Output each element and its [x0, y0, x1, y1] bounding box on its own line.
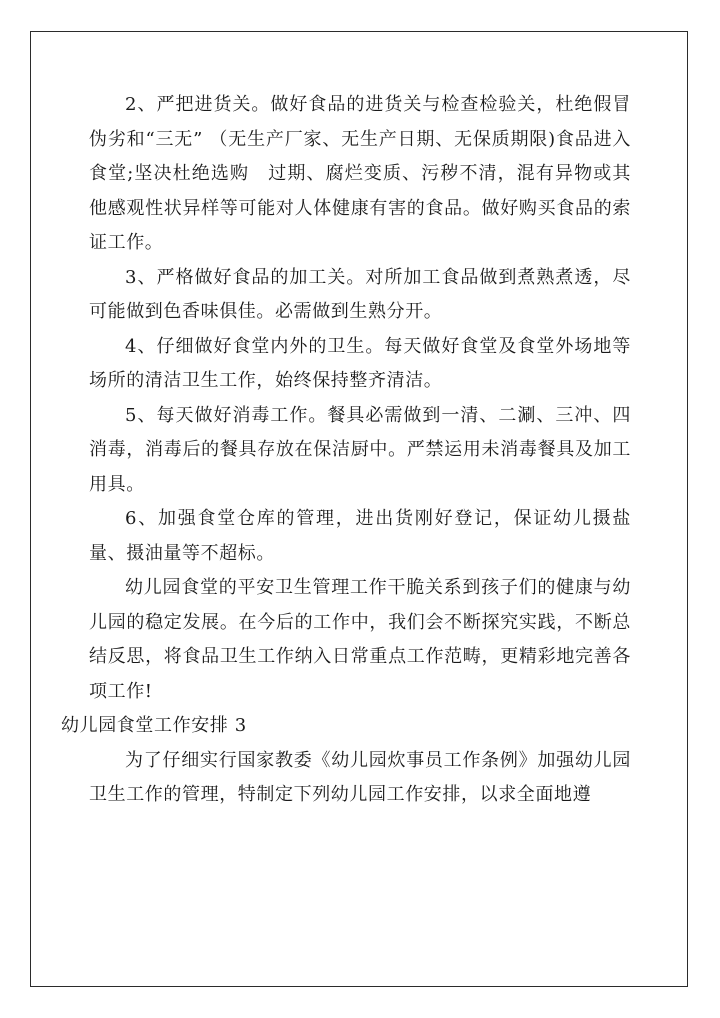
paragraph-warehouse: 6、加强食堂仓库的管理，进出货刚好登记，保证幼儿摄盐量、摄油量等不超标。	[89, 508, 631, 564]
paragraph-disinfection: 5、每天做好消毒工作。餐具必需做到一清、二涮、三冲、四消毒，消毒后的餐具存放在保洁厨中。严禁运用未消毒餐具及加工用具。	[89, 404, 631, 495]
paragraph-processing-control: 3、严格做好食品的加工关。对所加工食品做到煮熟煮透，尽可能做到色香味俱佳。必需做到生熟分开。	[89, 266, 631, 322]
section-heading: 幼儿园食堂工作安排 3	[61, 715, 247, 736]
document-body	[61, 88, 631, 813]
paragraph-intro: 为了仔细实行国家教委《幼儿园炊事员工作条例》加强幼儿园卫生工作的管理，特制定下列幼儿园工作安排，以求全面地遵	[89, 749, 631, 805]
paragraph-purchase-control: 2、严把进货关。做好食品的进货关与检查检验关，杜绝假冒伪劣和“三无” （无生产厂家、无生产日期、无保质期限)食品进入食堂;坚决杜绝选购 过期、腐烂变质、污秽不清，混有异物或其他感观性状异样等可能对人体健康有害的食品。做好购买食品的索证工作。	[89, 94, 631, 253]
paragraph-hygiene: 4、仔细做好食堂内外的卫生。每天做好食堂及食堂外场地等场所的清洁卫生工作，始终保持整齐清洁。	[89, 335, 631, 391]
paragraph-summary: 幼儿园食堂的平安卫生管理工作干脆关系到孩子们的健康与幼儿园的稳定发展。在今后的工作中，我们会不断探究实践，不断总结反思，将食品卫生工作纳入日常重点工作范畴，更精彩地完善各项工作!	[89, 577, 631, 702]
